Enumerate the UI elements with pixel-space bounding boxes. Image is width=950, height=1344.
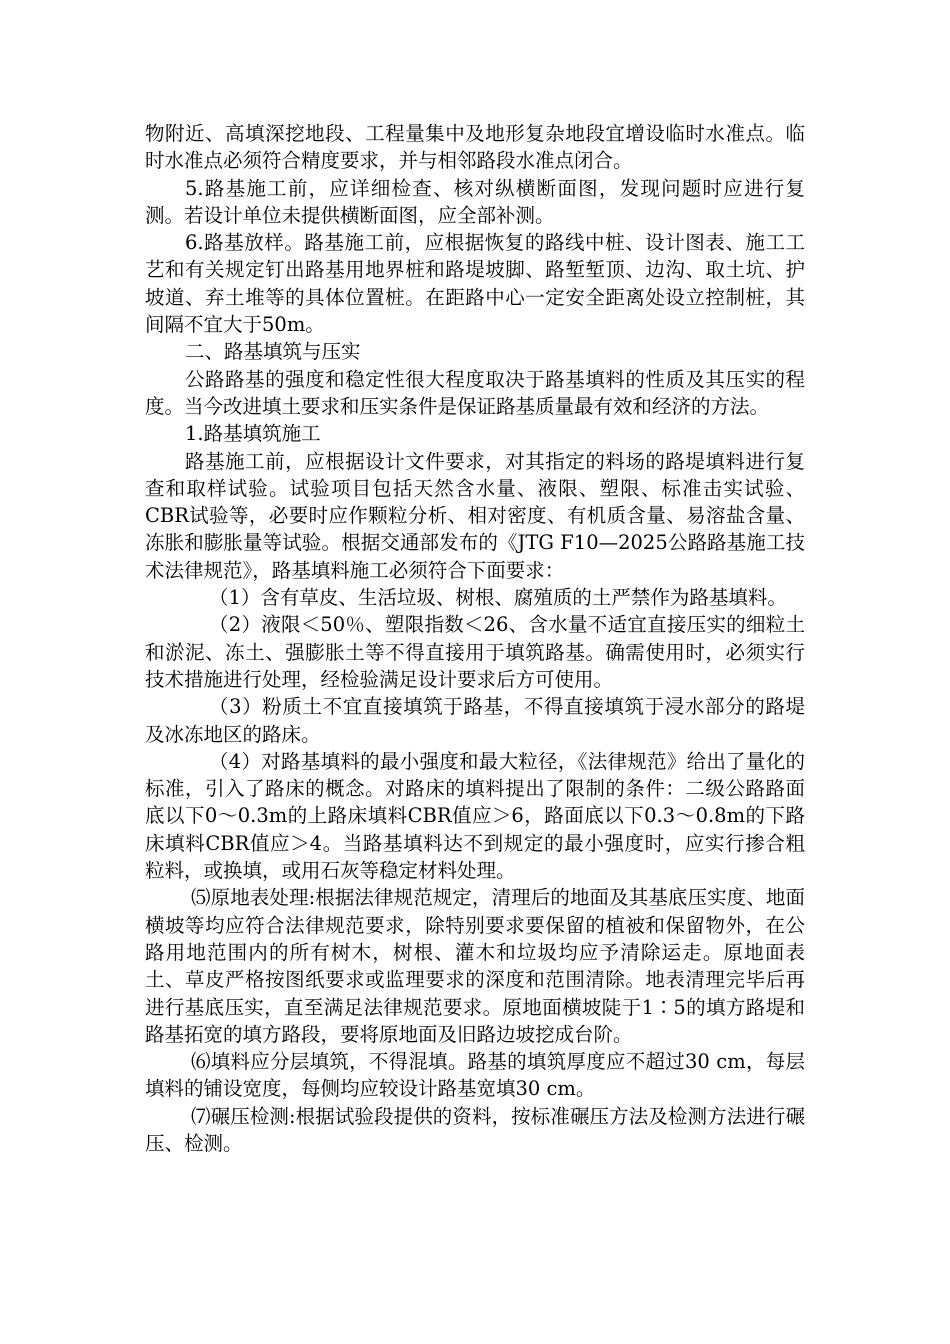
subsection-heading: 1.路基填筑施工: [185, 422, 321, 446]
list-item-2: （2）液限＜50％、塑限指数＜26、含水量不适宜直接压实的细粒土和淤泥、冻土、强膨胀土等不得直接用于填筑路基。确需使用时，必须实行技术措施进行处理，经检验满足设计要求后方可使用。: [145, 613, 805, 691]
list-item-7: ⑺碾压检测:根据试验段提供的资料，按标准碾压方法及检测方法进行碾压、检测。: [145, 1104, 805, 1155]
section-heading: 二、路基填筑与压实: [185, 340, 361, 364]
paragraph-benchmark-continuation: 物附近、高填深挖地段、工程量集中及地形复杂地段宜增设临时水准点。临时水准点必须符合精度要求，并与相邻路段水准点闭合。: [145, 122, 805, 173]
list-item-3: （3）粉质土不宜直接填筑于路基，不得直接填筑于浸水部分的路堤及冰冻地区的路床。: [145, 695, 805, 746]
paragraph-item-6: 6.路基放样。路基施工前，应根据恢复的路线中桩、设计图表、施工工艺和有关规定钉出路基用地界桩和路堤坡脚、路堑堑顶、边沟、取土坑、护坡道、弃土堆等的具体位置桩。在距路中心一定安全距离处设立控制桩，其间隔不宜大于50m。: [145, 231, 805, 337]
list-item-5: ⑸原地表处理:根据法律规范规定，清理后的地面及其基底压实度、地面横坡等均应符合法律规范要求，除特别要求要保留的植被和保留物外，在公路用地范围内的所有树木，树根、灌木和垃圾均应予清除运走。原地面表土、草皮严格按图纸要求或监理要求的深度和范围清除。地表清理完毕后再进行基底压实，直至满足法律规范要求。原地面横坡陡于1∶5的填方路堤和路基拓宽的填方路段，要将原地面及旧路边坡挖成台阶。: [145, 886, 805, 1046]
paragraph-item-5: 5.路基施工前，应详细检查、核对纵横断面图，发现问题时应进行复测。若设计单位未提供横断面图，应全部补测。: [145, 176, 805, 227]
paragraph-intro: 公路路基的强度和稳定性很大程度取决于路基填料的性质及其压实的程度。当今改进填土要求和压实条件是保证路基质量最有效和经济的方法。: [145, 367, 805, 418]
list-item-1: （1）含有草皮、生活垃圾、树根、腐殖质的土严禁作为路基填料。: [209, 586, 787, 610]
document-body: [145, 120, 805, 1157]
paragraph-requirements: 路基施工前，应根据设计文件要求，对其指定的料场的路堤填料进行复查和取样试验。试验项目包括天然含水量、液限、塑限、标准击实试验、CBR试验等，必要时应作颗粒分析、相对密度、有机质含量、易溶盐含量、冻胀和膨胀量等试验。根据交通部发布的《JTG F10—2025公路路基施工技术法律规范》，路基填料施工必须符合下面要求：: [145, 449, 805, 582]
list-item-6: ⑹填料应分层填筑，不得混填。路基的填筑厚度应不超过30 cm，每层填料的铺设宽度，每侧均应较设计路基宽填30 cm。: [145, 1050, 805, 1101]
list-item-4: （4）对路基填料的最小强度和最大粒径，《法律规范》给出了量化的标准，引入了路床的概念。对路床的填料提出了限制的条件：二级公路路面底以下0～0.3m的上路床填料CBR值应＞6，路面底以下0.3～0.8m的下路床填料CBR值应＞4。当路基填料达不到规定的最小强度时，应实行掺合粗粒料，或换填，或用石灰等稳定材料处理。: [145, 749, 805, 883]
